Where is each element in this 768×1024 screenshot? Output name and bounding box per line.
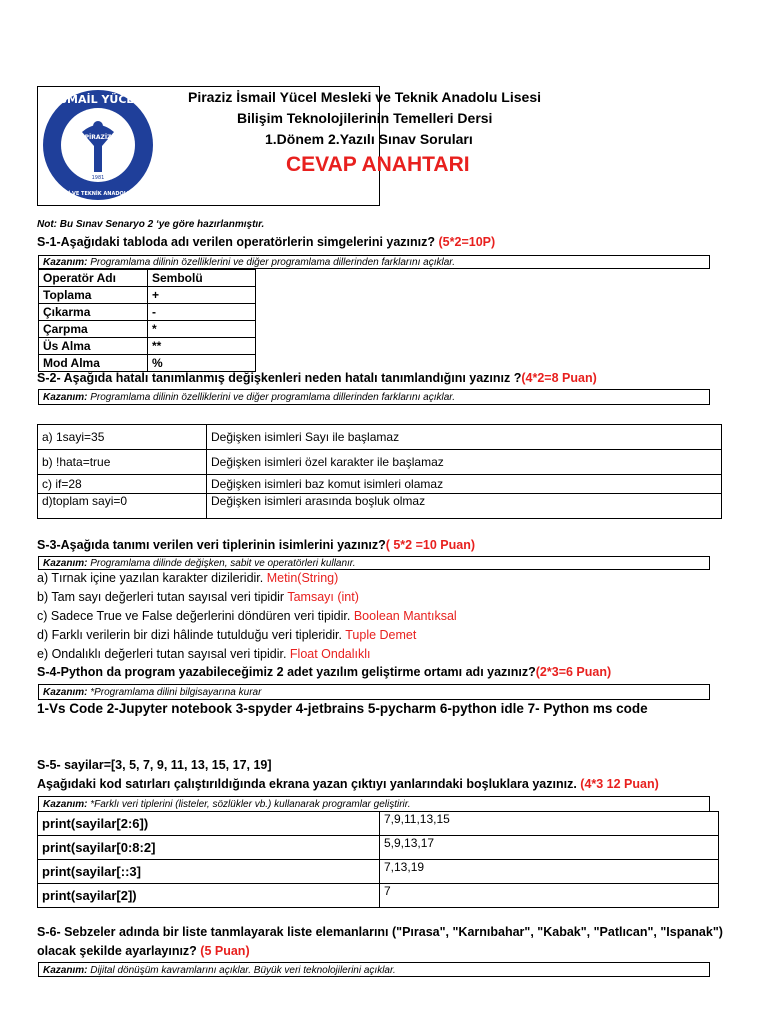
slice-code: print(sayilar[::3]: [38, 860, 380, 884]
course-name: Bilişim Teknolojilerinin Temelleri Dersi: [237, 110, 493, 126]
datatype-item: a) Tırnak içine yazılan karakter dizileridir. Metin(String): [37, 571, 339, 585]
variable-reason: Değişken isimleri baz komut isimleri olamaz: [207, 475, 722, 494]
question-5-points: (4*3 12 Puan): [580, 777, 659, 791]
question-5-list: S-5- sayilar=[3, 5, 7, 9, 11, 13, 15, 17, 19]: [37, 758, 272, 772]
kazanim-6: [38, 962, 710, 977]
slice-output: 5,9,13,17: [380, 836, 719, 860]
question-3-points: ( 5*2 =10 Puan): [385, 538, 475, 552]
slice-output: 7: [380, 884, 719, 908]
question-4-text: S-4-Python da program yazabileceğimiz 2 adet yazılım geliştirme ortamı adı yazınız?: [37, 665, 536, 679]
operator-name: Çıkarma: [39, 304, 148, 321]
operator-header-symbol: Sembolü: [148, 270, 256, 287]
operator-symbol: %: [148, 355, 256, 372]
operator-symbol: +: [148, 287, 256, 304]
question-6-points: (5 Puan): [200, 944, 250, 958]
datatype-answer: Boolean Mantıksal: [353, 609, 457, 623]
question-6-line1: S-6- Sebzeler adında bir liste tanmlayarak liste elemanlarını ("Pırasa", "Karnıbahar", "Kabak", "Patlıcan", "Ispanak"): [37, 925, 723, 939]
slice-output: 7,13,19: [380, 860, 719, 884]
kazanim-label: Kazanım:: [43, 965, 88, 976]
variable-code: c) if=28: [38, 475, 207, 494]
slice-code: print(sayilar[0:8:2]: [38, 836, 380, 860]
kazanim-2: [38, 389, 710, 405]
question-6: [37, 944, 250, 958]
datatype-answer: Tuple Demet: [345, 628, 417, 642]
question-3-text: S-3-Aşağıda tanımı verilen veri tiplerinin isimlerini yazınız?: [37, 538, 386, 552]
kazanim-label: Kazanım:: [43, 392, 88, 403]
question-1: [37, 235, 495, 249]
variable-reason: Değişken isimleri Sayı ile başlamaz: [207, 425, 722, 450]
question-2-text: S-2- Aşağıda hatalı tanımlanmış değişkenleri neden hatalı tanımlandığını yazınız ?: [37, 371, 522, 385]
school-logo: [40, 88, 156, 202]
ide-answer: 1-Vs Code 2-Jupyter notebook 3-spyder 4-jetbrains 5-pycharm 6-python idle 7- Python ms code: [37, 701, 648, 716]
variable-error-table: [37, 424, 722, 519]
datatype-answer: Tamsayı (int): [287, 590, 359, 604]
kazanim-1: [38, 255, 710, 269]
question-1-text: S-1-Aşağıdaki tabloda adı verilen operatörlerin simgelerini yazınız?: [37, 235, 439, 249]
kazanim-4: [38, 684, 710, 700]
question-5: [37, 777, 659, 791]
slice-output-table: [37, 811, 719, 908]
question-6-text: olacak şekilde ayarlayınız?: [37, 944, 201, 958]
question-3: [37, 538, 475, 552]
question-4-points: (2*3=6 Puan): [535, 665, 612, 679]
operator-symbol: **: [148, 338, 256, 355]
variable-code: d)toplam sayi=0: [38, 494, 207, 519]
variable-reason: Değişken isimleri arasında boşluk olmaz: [207, 494, 722, 519]
slice-code: print(sayilar[2]): [38, 884, 380, 908]
logo-year: 1981: [91, 175, 105, 181]
kazanim-label: Kazanım:: [43, 558, 88, 569]
slice-output: 7,9,11,13,15: [380, 812, 719, 836]
question-4: [37, 665, 611, 679]
question-2: [37, 371, 597, 385]
kazanim-label: Kazanım:: [43, 799, 88, 810]
datatype-answer: Float Ondalıklı: [289, 647, 371, 661]
question-1-points: (5*2=10P): [438, 235, 496, 249]
kazanim-5-text: *Farklı veri tiplerini (listeler, sözlükler vb.) kullanarak programlar geliştirir.: [87, 799, 411, 810]
datatype-item: c) Sadece True ve False değerlerini döndüren veri tipidir. Boolean Mantıksal: [37, 609, 457, 623]
datatype-answer: Metin(String): [266, 571, 339, 585]
slice-code: print(sayilar[2:6]): [38, 812, 380, 836]
kazanim-2-text: Programlama dilinin özelliklerini ve diğer programlama dillerinden farklarını açıklar.: [87, 392, 456, 403]
answer-key-title: CEVAP ANAHTARI: [286, 153, 470, 176]
question-2-points: (4*2=8 Puan): [521, 371, 597, 385]
question-5-text: Aşağıdaki kod satırları çalıştırıldığında ekrana yazan çıktıyı yanlarındaki boşluklara yazınız.: [37, 777, 581, 791]
kazanim-6-text: Dijital dönüşüm kavramlarını açıklar. Büyük veri teknolojilerini açıklar.: [87, 965, 396, 976]
variable-code: b) !hata=true: [38, 450, 207, 475]
kazanim-3: [38, 556, 710, 570]
operator-name: Çarpma: [39, 321, 148, 338]
kazanim-label: Kazanım:: [43, 257, 88, 268]
operator-name: Üs Alma: [39, 338, 148, 355]
operator-name: Mod Alma: [39, 355, 148, 372]
school-name: Piraziz İsmail Yücel Mesleki ve Teknik Anadolu Lisesi: [188, 89, 542, 105]
operator-header-name: Operatör Adı: [39, 270, 148, 287]
operator-table: [38, 269, 256, 372]
exam-title: 1.Dönem 2.Yazılı Sınav Soruları: [265, 131, 473, 147]
logo-bottom: MESLEKİ VE TEKNİK ANADOLU LİSESİ: [45, 191, 151, 197]
datatype-item: e) Ondalıklı değerleri tutan sayısal veri tipidir. Float Ondalıklı: [37, 647, 371, 661]
exam-note: Not: Bu Sınav Senaryo 2 ‘ye göre hazırlanmıştır.: [37, 219, 265, 230]
datatype-item: d) Farklı verilerin bir dizi hâlinde tutulduğu veri tipleridir. Tuple Demet: [37, 628, 417, 642]
operator-symbol: *: [148, 321, 256, 338]
logo-text: İSMAİL YÜCEL: [55, 93, 141, 106]
datatype-item: b) Tam sayı değerleri tutan sayısal veri tipidir Tamsayı (int): [37, 590, 359, 604]
variable-reason: Değişken isimleri özel karakter ile başlamaz: [207, 450, 722, 475]
operator-symbol: -: [148, 304, 256, 321]
kazanim-5: [38, 796, 710, 812]
operator-name: Toplama: [39, 287, 148, 304]
kazanim-1-text: Programlama dilinin özelliklerini ve diğer programlama dillerinden farklarını açıklar.: [87, 257, 456, 268]
kazanim-3-text: Programlama dilinde değişken, sabit ve operatörleri kullanır.: [87, 558, 356, 569]
kazanim-4-text: *Programlama dilini bilgisayarına kurar: [87, 687, 262, 698]
logo-inner: PİRAZİZ: [84, 134, 112, 141]
kazanim-label: Kazanım:: [43, 687, 88, 698]
variable-code: a) 1sayi=35: [38, 425, 207, 450]
